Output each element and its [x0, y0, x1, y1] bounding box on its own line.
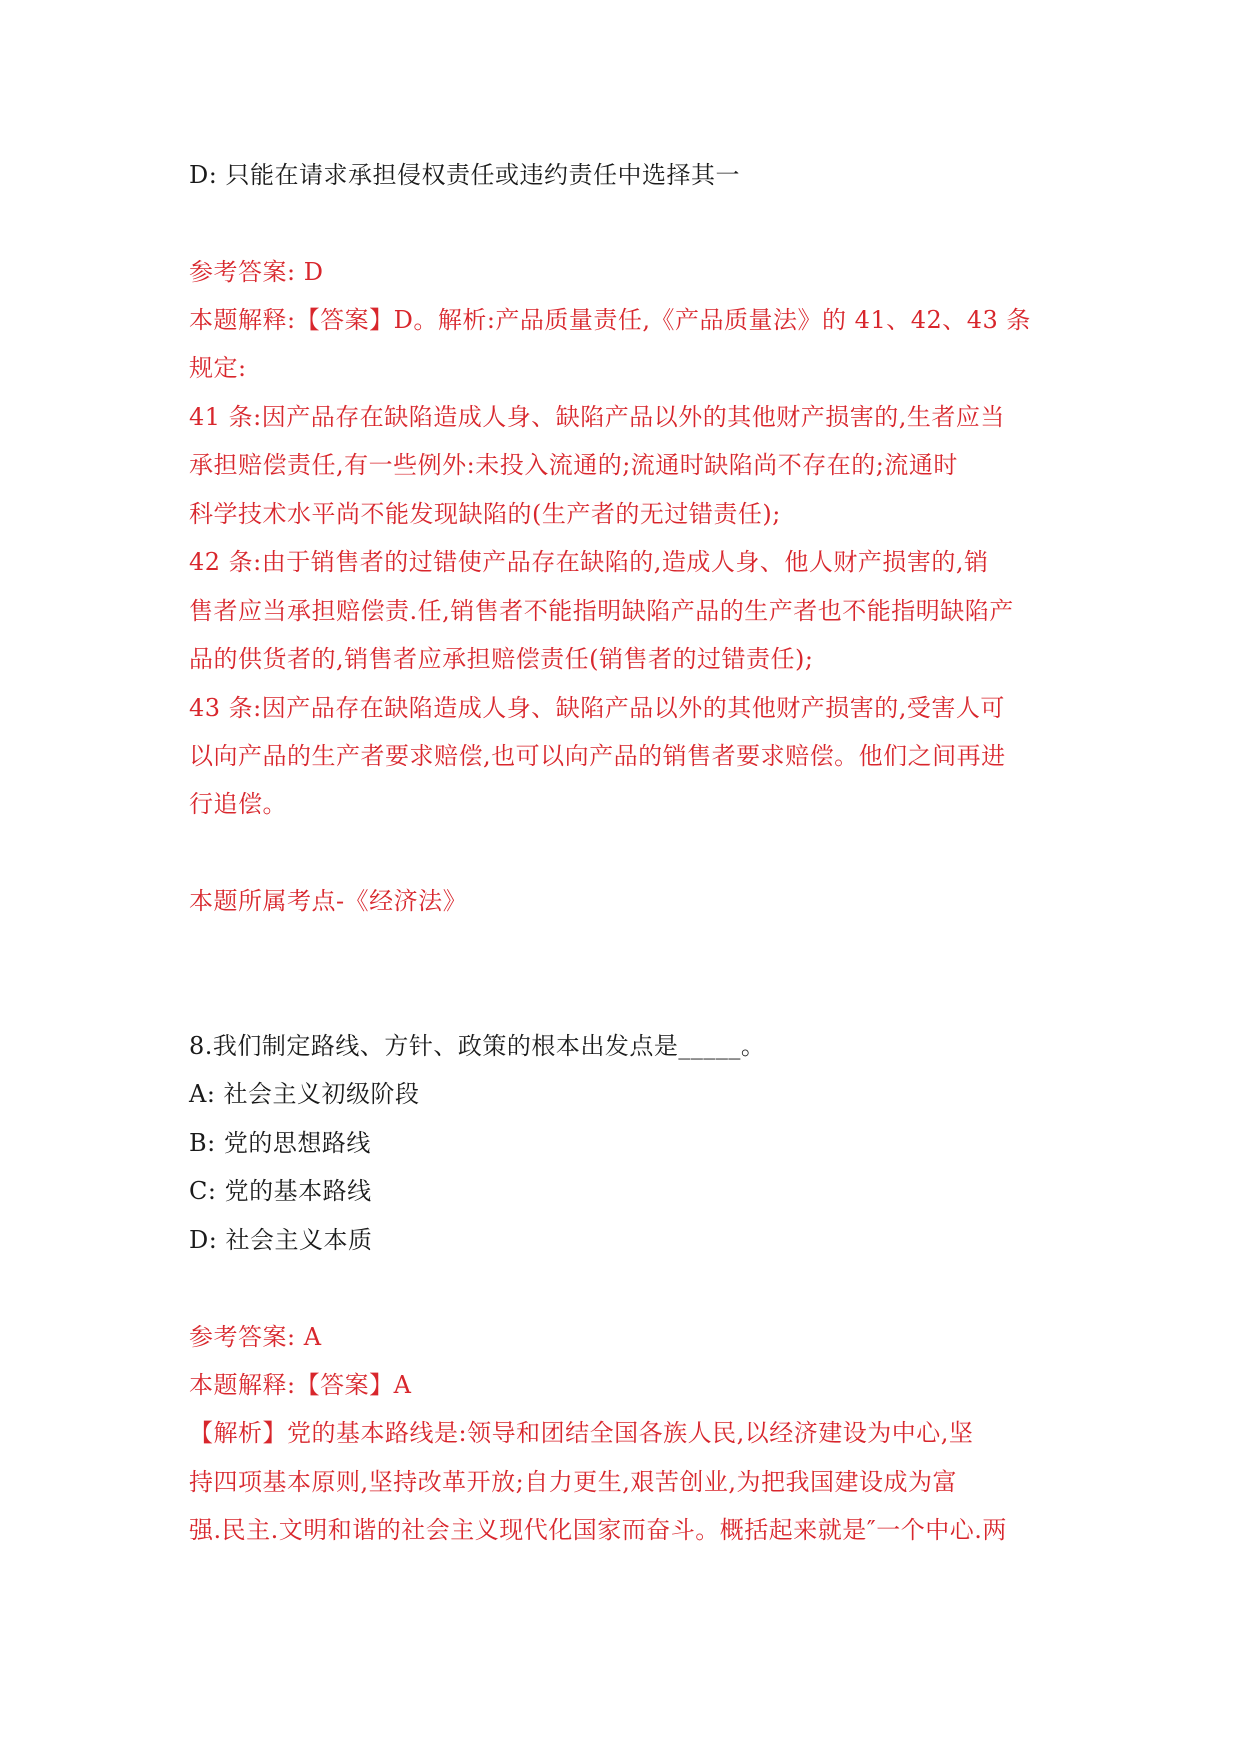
option-d-prev: D: 只能在请求承担侵权责任或违约责任中选择其一 — [189, 161, 740, 189]
explanation-line: 承担赔偿责任,有一些例外:未投入流通的;流通时缺陷尚不存在的;流通时 — [189, 451, 958, 479]
explanation-line: 本题解释:【答案】D。解析:产品质量责任,《产品质量法》的 41、42、43 条 — [189, 306, 1031, 334]
option-b: B: 党的思想路线 — [189, 1129, 371, 1157]
explanation-line: 42 条:由于销售者的过错使产品存在缺陷的,造成人身、他人财产损害的,销 — [189, 548, 989, 576]
answer-q8: 参考答案: A — [189, 1323, 322, 1351]
explanation-line: 行追偿。 — [189, 790, 287, 818]
explanation-line: 41 条:因产品存在缺陷造成人身、缺陷产品以外的其他财产损害的,生者应当 — [189, 403, 1005, 431]
option-d: D: 社会主义本质 — [189, 1226, 373, 1254]
option-a: A: 社会主义初级阶段 — [189, 1080, 420, 1108]
explanation-line: 43 条:因产品存在缺陷造成人身、缺陷产品以外的其他财产损害的,受害人可 — [189, 694, 1005, 722]
topic-prev: 本题所属考点-《经济法》 — [189, 887, 468, 915]
explanation-line: 持四项基本原则,坚持改革开放;自力更生,艰苦创业,为把我国建设成为富 — [189, 1468, 957, 1496]
explanation-line: 售者应当承担赔偿责.任,销售者不能指明缺陷产品的生产者也不能指明缺陷产 — [189, 597, 1014, 625]
explanation-line: 规定: — [189, 354, 247, 382]
explanation-line: 本题解释:【答案】A — [189, 1371, 412, 1399]
explanation-line: 以向产品的生产者要求赔偿,也可以向产品的销售者要求赔偿。他们之间再进 — [189, 742, 1006, 770]
option-c: C: 党的基本路线 — [189, 1177, 372, 1205]
explanation-line: 品的供货者的,销售者应承担赔偿责任(销售者的过错责任); — [189, 645, 814, 673]
question-8-stem: 8.我们制定路线、方针、政策的根本出发点是_____。 — [189, 1032, 766, 1060]
answer-prev: 参考答案: D — [189, 258, 324, 286]
explanation-line: 强.民主.文明和谐的社会主义现代化国家而奋斗。概括起来就是″一个中心.两 — [189, 1516, 1007, 1544]
explanation-line: 【解析】党的基本路线是:领导和团结全国各族人民,以经济建设为中心,坚 — [189, 1419, 974, 1447]
explanation-line: 科学技术水平尚不能发现缺陷的(生产者的无过错责任); — [189, 500, 781, 528]
